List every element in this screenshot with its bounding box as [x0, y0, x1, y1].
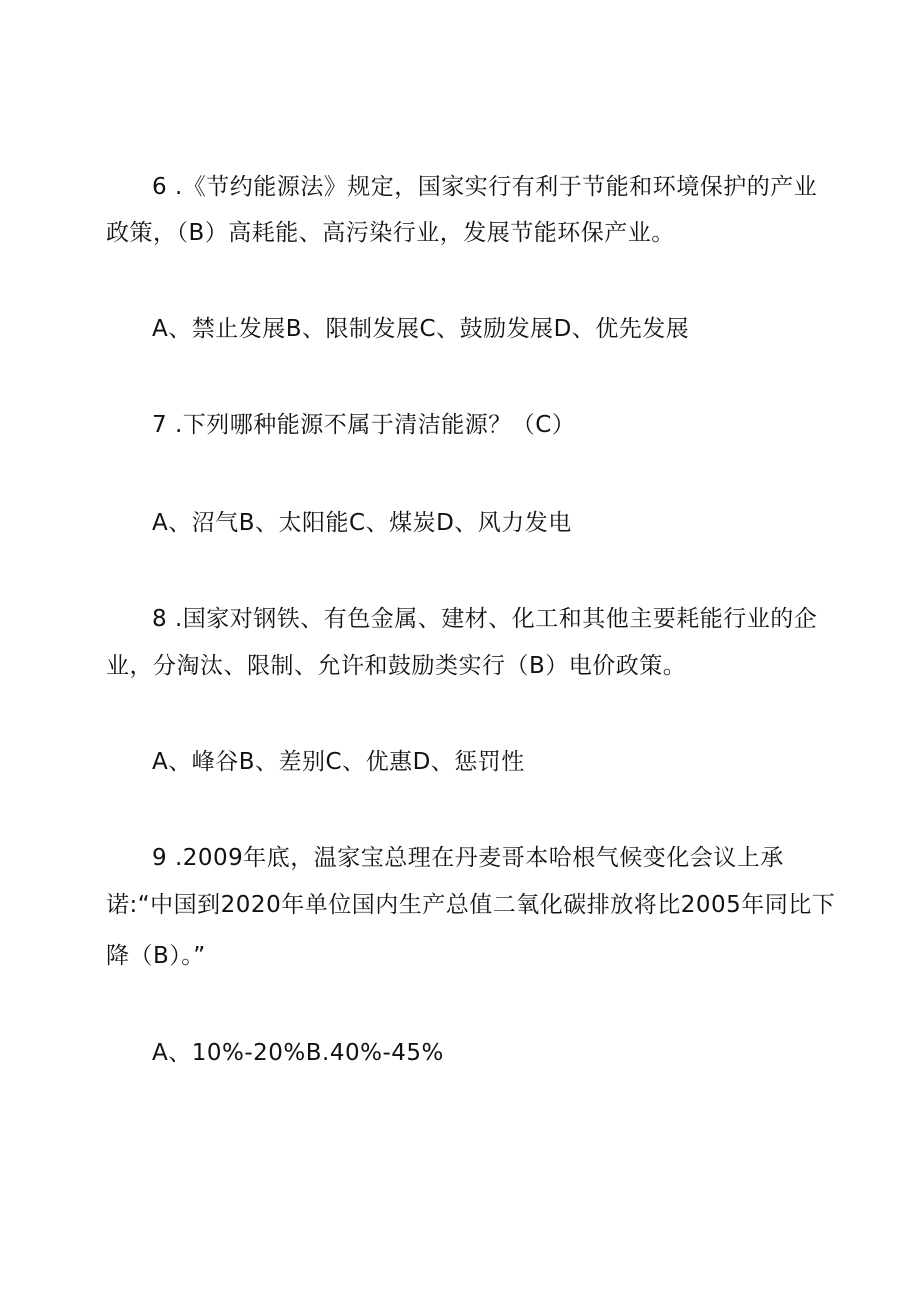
question-6-line-2: 政策，（B）高耗能、高污染行业，发展节能环保产业。	[106, 220, 675, 246]
question-9-options: A、10%-20%B.40%-45%	[152, 1040, 444, 1066]
question-8-options: A、峰谷B、差别C、优惠D、惩罚性	[152, 749, 525, 775]
question-7-options: A、沼气B、太阳能C、煤炭D、风力发电	[152, 510, 572, 536]
question-9-line-1: 9 .2009年底，温家宝总理在丹麦哥本哈根气候变化会议上承	[152, 845, 784, 871]
question-7-line-1: 7 .下列哪种能源不属于清洁能源？（C）	[152, 412, 576, 438]
question-9-line-3: 降（B）。”	[106, 943, 206, 969]
question-8-line-1: 8 .国家对钢铁、有色金属、建材、化工和其他主要耗能行业的企	[152, 606, 818, 632]
question-8-line-2: 业，分淘汰、限制、允许和鼓励类实行（B）电价政策。	[106, 653, 687, 679]
question-6-options: A、禁止发展B、限制发展C、鼓励发展D、优先发展	[152, 316, 690, 342]
question-9-line-2: 诺:“中国到2020年单位国内生产总值二氧化碳排放将比2005年同比下	[106, 892, 836, 918]
question-6-line-1: 6 .《节约能源法》规定，国家实行有利于节能和环境保护的产业	[152, 174, 818, 200]
